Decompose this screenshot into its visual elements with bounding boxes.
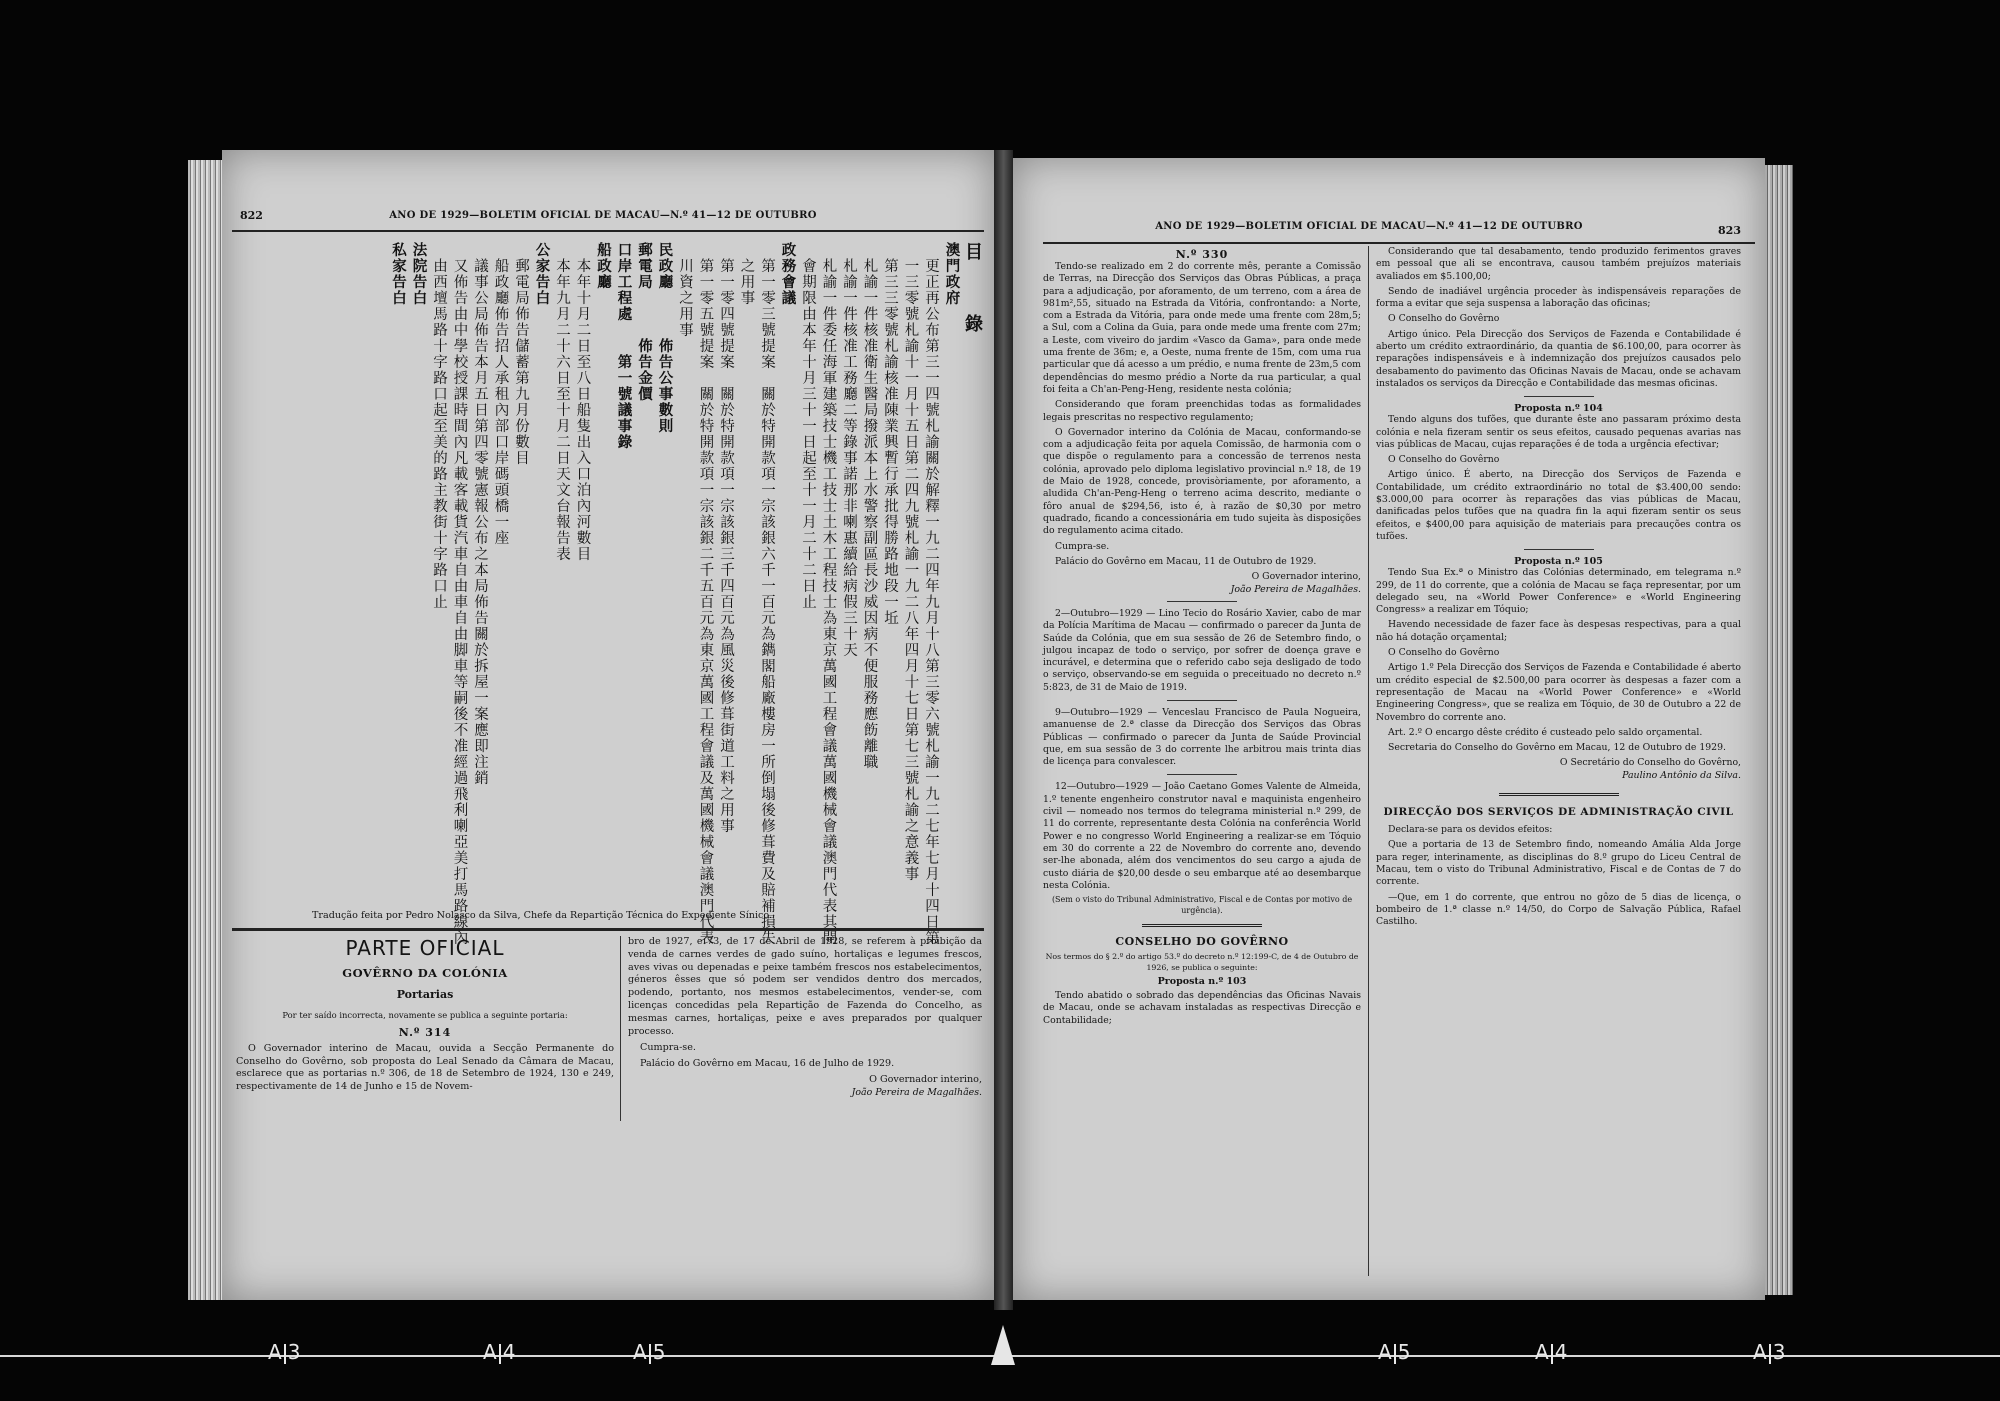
cjk-column: 會期限由本年十月三十一日起至十一月二十二日止: [800, 242, 816, 610]
film-marker-a4: A 4: [483, 1340, 516, 1364]
direccao-heading: DIRECÇÃO DOS SERVIÇOS DE ADMINISTRAÇÃO CIVIL: [1383, 806, 1734, 819]
cjk-column: 私家告白: [390, 242, 406, 306]
proposta-105-para1: Tendo Sua Ex.ª o Ministro das Colónias determinado, em telegrama n.º 299, de 11 do corrente, que a colónia de Macau se faça representar, por um delegado seu, na «World Power Conference» e «World Engineering Congress» a realizar em Tóquio;: [1376, 567, 1741, 616]
conselho-heading: CONSELHO DO GOVÊRNO: [1115, 935, 1289, 949]
cjk-column: 公家告白: [533, 242, 550, 306]
parte-oficial-heading: PARTE OFICIAL: [345, 936, 505, 960]
film-marker-a5-right: A 5: [1378, 1340, 1411, 1364]
governor-title: O Governador interino,: [1251, 571, 1361, 583]
proposta-105-artigo1: Artigo 1.º Pela Direcção dos Serviços de Fazenda e Contabilidade é aberto um crédito especial de $2.500,00 para ocorrer às despesas a fazer com a representação de Macau na «World Power Conference» e «World Engineering Congress», que se realiza em Tóquio, de 30 de Outubro a 22 de Novembro do corrente ano.: [1376, 662, 1741, 723]
cjk-column: 目 錄: [962, 242, 983, 338]
divider: [1167, 700, 1237, 701]
portaria-number: N.º 314: [398, 1025, 452, 1039]
proposta-103-heading: Proposta n.º 103: [1157, 976, 1247, 988]
cumpra-se: Cumpra-se.: [640, 1042, 696, 1054]
governor-signature: João Pereira de Magalhães.: [1230, 583, 1361, 595]
palacio-date: Palácio do Govêrno em Macau, 11 de Outubro de 1929.: [1055, 555, 1317, 567]
proposta-104-heading: Proposta n.º 104: [1514, 403, 1603, 415]
divider: [1167, 774, 1237, 775]
portarias-heading: Portarias: [396, 988, 454, 1001]
cjk-column: 之用事: [738, 242, 755, 306]
cjk-column: 郵電局佈告儲蓄第九月份數目: [513, 242, 529, 466]
header-rule: [232, 230, 984, 232]
cjk-column: 札諭一件核准工務廳二等錄事諾那非喇惠續給病假三十天: [841, 242, 857, 658]
left-page: [222, 150, 994, 1300]
section-rule: [1142, 924, 1262, 927]
conselho-line: O Conselho do Govêrno: [1388, 454, 1500, 466]
cjk-column: 又佈告由中學校授課時間內凡載客載貨汽車自由車自由脚車等嗣後不准經過飛利喇亞美打馬路線內: [451, 242, 468, 946]
divider: [1524, 549, 1594, 550]
cjk-column: 郵電局 佈告金價: [636, 242, 652, 402]
divider: [1167, 601, 1237, 602]
conselho-line: O Conselho do Govêrno: [1388, 313, 1500, 325]
cjk-column: 札諭一件核准衛生醫局撥派本上水警察副區長沙威因病不便服務應飭離職: [861, 242, 878, 770]
right-page: [1013, 158, 1765, 1300]
cjk-column: 民政廳 佈告公事數則: [656, 242, 673, 434]
cjk-column: 川資之用事: [677, 242, 693, 338]
cjk-column: 更正再公布第三一四號札諭關於解釋一九二四年九月十八第三零六號札諭一九二七年七月十四日第: [923, 242, 939, 946]
page-header: ANO DE 1929—BOLETIM OFICIAL DE MACAU—N.º 41—12 DE OUTUBRO: [389, 210, 817, 221]
cjk-column: 第一零四號提案 關於特開款項一宗該銀三千四百元為風災後修葺街道工料之用事: [718, 242, 734, 834]
book-gutter: [994, 150, 1013, 1310]
header-rule: [1043, 242, 1755, 244]
column-left: [1043, 248, 1361, 1030]
governor-title: O Governador interino,: [869, 1073, 982, 1085]
cjk-column: 由西壇馬路十字路口起至美的路主教街十字路口止: [431, 242, 447, 610]
divider: [1524, 396, 1594, 397]
section-rule: [232, 928, 984, 931]
page-stack-edge-right: [1765, 165, 1793, 1295]
declara-rafael: —Que, em 1 do corrente, que entrou no gôzo de 5 dias de licença, o bombeiro de 1.ª classe n.º 14/50, do Corpo de Salvação Pública, Rafael Castilho.: [1376, 891, 1741, 928]
portaria-continuation: bro de 1927, e 73, de 17 de Abril de 1928, se referem à proibição da venda de carnes verdes de gado suíno, hortaliças e legumes frescos, aves vivas ou depenadas e peixe também frescos nos estabelecimentos, géneros êsses que só podem ser vendidos dentro dos mercados, podendo, portanto, nos mesmos estabelecimentos, vender-se, com licenças concedidas pela Repartição de Fazenda do Concelho, as mesmas carnes, hortaliças, peixe e aves preparados por qualquer processo.: [628, 936, 982, 1037]
visto-note: (Sem o visto do Tribunal Administrativo, Fiscal e de Contas por motivo de urgência).: [1051, 895, 1353, 915]
governor-signature: João Pereira de Magalhães.: [851, 1086, 982, 1098]
order-venceslau: 9—Outubro—1929 — Venceslau Francisco de Paula Nogueira, amanuense de 2.ª classe da Direcção dos Serviços das Obras Públicas — confirmado o parecer da Junta de Saúde Provincial que, em sua sessão de 3 do corrente lhe arbitrou mais trinta dias de licença para convalescer.: [1043, 707, 1361, 768]
conselho-intro: Nos termos do § 2.º do artigo 53.º do decreto n.º 12:199-C, de 4 de Outubro de 1926, se publica o seguinte:: [1045, 952, 1359, 972]
governo-heading: GOVÊRNO DA COLÓNIA: [342, 966, 508, 980]
cjk-column: 第一零五號提案 關於特開款項一宗該銀二千五百元為東京萬國工程會議及萬國機械會議澳門代表: [697, 242, 714, 946]
conselho-line: O Conselho do Govêrno: [1388, 647, 1500, 659]
cjk-column: 一三零號札諭十一月十五日第二四九號札諭一九二八年四月十七日第七三號札諭之意義事: [902, 242, 919, 882]
page-number: 823: [1718, 224, 1741, 237]
secretary-title: O Secretário do Conselho do Govêrno,: [1559, 757, 1741, 769]
cjk-column: 第一零三號提案 關於特開款項一宗該銀六千一百元為鐫閣船廠樓房一所倒塌後修葺費及賠補損失: [759, 242, 775, 946]
cjk-column: 本年九月二十六日至十月二日天文台報告表: [554, 242, 570, 562]
portaria-intro: Por ter saído incorrecta, novamente se publica a seguinte portaria:: [282, 1010, 568, 1020]
proposta-105-para2: Havendo necessidade de fazer face às despesas respectivas, para a qual não há dotação orçamental;: [1376, 619, 1741, 643]
secretaria-date: Secretaria do Conselho do Govêrno em Macau, 12 de Outubro de 1929.: [1388, 742, 1726, 754]
proposta-103-text: Tendo abatido o sobrado das dependências das Oficinas Navais de Macau, onde se achavam instaladas as respectivas Direcção e Contabilidade;: [1043, 990, 1361, 1026]
cjk-column: 口岸工程處 第一號議事錄: [615, 242, 632, 450]
cjk-column: 澳門政府: [943, 242, 960, 306]
film-marker-a4-right: A 4: [1535, 1340, 1568, 1364]
declara-line: Declara-se para os devidos efeitos:: [1388, 824, 1553, 836]
portaria-text: O Governador interino de Macau, ouvida a Secção Permanente do Conselho do Govêrno, sob proposta do Leal Senado da Câmara de Macau, esclarece que as portarias n.º 306, de 18 de Setembro de 1924, 130 e 249, respectivamente de 14 de Junho e 15 de Novem-: [236, 1042, 614, 1093]
page-number: 822: [240, 209, 263, 222]
portaria-para2: Considerando que foram preenchidas todas as formalidades legais prescritas no respectivo regulamento;: [1043, 399, 1361, 423]
portaria-number: N.º 330: [1175, 248, 1229, 261]
translation-note: Tradução feita por Pedro Nolasco da Silva, Chefe da Repartição Técnica do Expediente Sínico.: [312, 910, 773, 921]
cjk-column: 札諭一件委任海軍建築技士機工技士土木工程技士為東京萬國工程會議萬國機械會議澳門代表其開: [820, 242, 837, 946]
film-marker-a5: A 5: [633, 1340, 666, 1364]
cjk-column: 船政廳佈告招人承租內部口岸碼頭橋一座: [492, 242, 509, 546]
cjk-column: 議事公局佈告本月五日第四零號憲報公布之本局佈告關於拆屋一案應即注銷: [472, 242, 488, 786]
cjk-column: 本年十月二日至八日船隻出入口泊內河數目: [574, 242, 591, 562]
order-joao: 12—Outubro—1929 — João Caetano Gomes Valente de Almeida, 1.º tenente engenheiro construtor naval e maquinista engenheiro civil — nomeado nos termos do telegrama ministerial n.º 299, de 11 do corrente, representante desta Colónia na conferência World Power e no congresso World Engineering a realizar-se em Tóquio em 30 do corrente a 22 de Novembro do corrente ano, devendo ser-lhe abonada, além dos vencimentos do seu cargo a ajuda de custo diária de $20,00 desde o seu embarque até ao desembarque nesta Colónia.: [1043, 781, 1361, 891]
cjk-column: 政務會議: [779, 242, 796, 306]
portaria-para1: Tendo-se realizado em 2 do corrente mês, perante a Comissão de Terras, na Direcção dos Serviços das Obras Públicas, a praça para a adjudicação, por aforamento, de um terreno, com a área de 981m²,55, situado na Estrada da Vitória, confrontando: a Norte, com a Estrada da Vitória, para onde mede uma frente com 28m,5; a Sul, com a Colina da Guia, para onde mede uma frente com 27m; a Leste, com viveiro do jardim «Vasco da Gama», para onde mede uma frente de 36m; e, a Oeste, numa frente de 15m, com uma rua particular que dá acesso a um prédio, e numa frente de 23m,5 com dependências do mesmo prédio a Norte da rua particular, a qual foi feita a Ch'an-Peng-Heng, residente nesta colónia;: [1043, 261, 1361, 395]
cjk-column: 法院告白: [410, 242, 427, 306]
fold-marker: [991, 1325, 1015, 1365]
proposta-103-para3: Sendo de inadiável urgência proceder às indispensáveis reparações de forma a evitar que seja suspensa a laboração das oficinas;: [1376, 285, 1741, 310]
cjk-column: 第三三零號札諭核准陳業興暫行承批得勝路地段一坵: [882, 242, 898, 626]
page-header: ANO DE 1929—BOLETIM OFICIAL DE MACAU—N.º 41—12 DE OUTUBRO: [1155, 221, 1583, 232]
cjk-column: 船政廳: [595, 242, 611, 290]
column-divider: [620, 936, 621, 1121]
column-right: [1376, 246, 1741, 932]
page-stack-edge: [188, 160, 222, 1300]
proposta-104-para1: Tendo alguns dos tufões, que durante êste ano passaram próximo desta colónia e nela fizeram sentir os seus efeitos, causado pequenas avarias nas vias públicas de Macau, cujas reparações é de toda a urgência efectivar;: [1376, 414, 1741, 450]
film-marker-a3: A 3: [268, 1340, 301, 1364]
proposta-105-artigo2: Art. 2.º O encargo dêste crédito é custeado pelo saldo orçamental.: [1388, 726, 1703, 738]
section-rule: [1499, 793, 1619, 796]
proposta-104-artigo: Artigo único. É aberto, na Direcção dos Serviços de Fazenda e Contabilidade, um crédito extraordinário no total de $3.400,00 sendo: $3.000,00 para ocorrer às reparações das vias públicas de Macau, danificadas pelos tufões que na quadra fin la aqui fizeram sentir os seus efeitos, e $400,00 para aquisição de materiais para precauções contra os tufões.: [1376, 469, 1741, 542]
order-lino: 2—Outubro—1929 — Lino Tecio do Rosário Xavier, cabo de mar da Polícia Marítima de Macau — confirmado o parecer da Junta de Saúde da Colónia, que em sua sessão de 26 de Setembro findo, o julgou incapaz de todo o serviço, por sofrer de doença grave e incurável, e determina que o referido cabo seja desligado de todo o serviço, observando-se em seguida o preceituado no decreto n.º 5:823, de 31 de Maio de 1919.: [1043, 607, 1361, 693]
declara-amalia: Que a portaria de 13 de Setembro findo, nomeando Amália Alda Jorge para reger, interinamente, as disciplinas do 8.º grupo do Liceu Central de Macau, tem o visto do Tribunal Administrativo, Fiscal e de Contas de 7 do corrente.: [1376, 839, 1741, 888]
film-marker-a3-right: A 3: [1753, 1340, 1786, 1364]
column-left: [236, 936, 614, 1097]
proposta-105-heading: Proposta n.º 105: [1514, 556, 1603, 568]
cumpra-se: Cumpra-se.: [1055, 540, 1110, 552]
palacio-date: Palácio do Govêrno em Macau, 16 de Julho de 1929.: [640, 1058, 895, 1070]
column-right: [628, 936, 982, 1098]
secretary-signature: Paulino Antônio da Silva.: [1622, 770, 1741, 782]
column-divider: [1368, 246, 1369, 1276]
proposta-103-para2: Considerando que tal desabamento, tendo produzido ferimentos graves em pessoal que ali se encontrava, causou também prejuízos materiais avaliados em $5.100,00;: [1376, 246, 1741, 282]
proposta-103-artigo: Artigo único. Pela Direcção dos Serviços de Fazenda e Contabilidade é aberto um crédito extraordinário, da quantia de $6.100,00, para ocorrer às reparações indispensáveis e à indemnização dos prejuízos causados pelo desabamento do pavimento das Oficinas Navais de Macau, onde se achavam instalados os serviços da Direcção e Contabilidade das mesmas oficinas.: [1376, 328, 1741, 389]
portaria-para3: O Governador interino da Colónia de Macau, conformando-se com a adjudicação feita por aquela Comissão, de harmonia com o que dispõe o regulamento para a concessão de terrenos nesta colónia, aprovado pelo diploma legislativo provincial n.º 18, de 19 de Maio de 1928, concede, provisòriamente, por aforamento, a aludida Ch'an-Peng-Heng o terreno acima descrito, mediante o fôro anual de $294,56, isto é, à razão de $0,30 por metro quadrado, ficando a concessionária em tudo sujeita às disposições do regulamento acima citado.: [1043, 426, 1361, 537]
